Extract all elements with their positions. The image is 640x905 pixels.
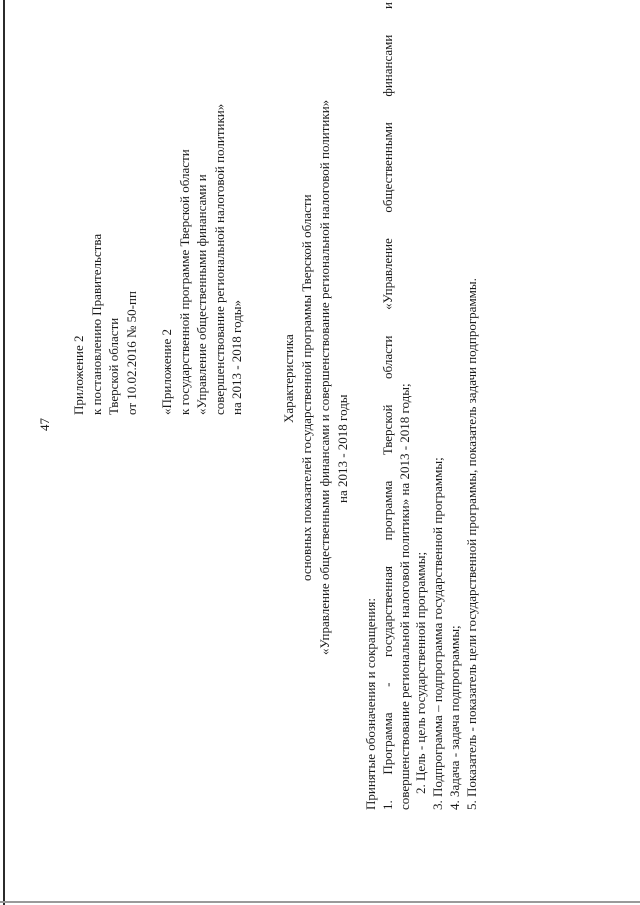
- abbreviation-item-program-first-line: [380, 2, 397, 810]
- program-appendix-line: «Приложение 2: [159, 328, 174, 415]
- appendix-line: к постановлению Правительства: [88, 233, 104, 415]
- abbreviation-item-indicator: 5. Показатель - показатель цели государственной программы, показатель задачи подпрограммы.: [463, 278, 479, 810]
- heading-program-name: «Управление общественными финансами и совершенствование региональной налоговой политики»: [317, 99, 332, 655]
- abbreviations-title: Принятые обозначения и сокращения:: [363, 598, 378, 810]
- abbreviations-section: [363, 0, 481, 810]
- heading-subtitle: основных показателей государственной программы Тверской области: [299, 194, 314, 581]
- abbreviation-item-goal: 2. Цель - цель государственной программы;: [413, 551, 429, 794]
- word: программа: [379, 480, 395, 541]
- abbreviation-item-task: 4. Задача - задача подпрограммы;: [446, 625, 462, 810]
- program-appendix-line: к государственной программе Тверской области: [176, 149, 192, 415]
- appendix-line: от 10.02.2016 № 50-пп: [123, 291, 139, 415]
- appendix-line: Тверской области: [106, 317, 122, 415]
- word: и: [379, 2, 395, 10]
- word: -: [379, 682, 395, 687]
- abbreviation-item-program-continuation: совершенствование региональной налоговой политики» на 2013 - 2018 годы;: [396, 383, 412, 810]
- word: области: [379, 335, 395, 379]
- appendix-program-block: [158, 104, 246, 415]
- word: финансами: [379, 34, 395, 97]
- page-number: 47: [37, 418, 52, 431]
- heading-title: Характеристика: [281, 334, 296, 423]
- word: государственная: [379, 566, 395, 657]
- word: 1.: [379, 800, 395, 810]
- word: Тверской: [379, 404, 395, 456]
- program-appendix-line: на 2013 - 2018 годы»: [229, 299, 245, 415]
- program-appendix-line: «Управление общественными финансами и: [194, 174, 210, 415]
- appendix-line: Приложение 2: [71, 335, 86, 415]
- abbreviation-item-subprogram: 3. Подпрограмма – подпрограмма государственной программы;: [430, 457, 446, 810]
- appendix-resolution-block: [70, 234, 140, 415]
- heading-period: на 2013 - 2018 годы: [335, 394, 350, 503]
- program-appendix-line: совершенствование региональной налоговой политики»: [211, 103, 227, 415]
- word: Программа: [379, 712, 395, 775]
- word: «Управление: [379, 238, 395, 310]
- abbreviation-item-program: [380, 0, 397, 810]
- word: общественными: [379, 122, 395, 213]
